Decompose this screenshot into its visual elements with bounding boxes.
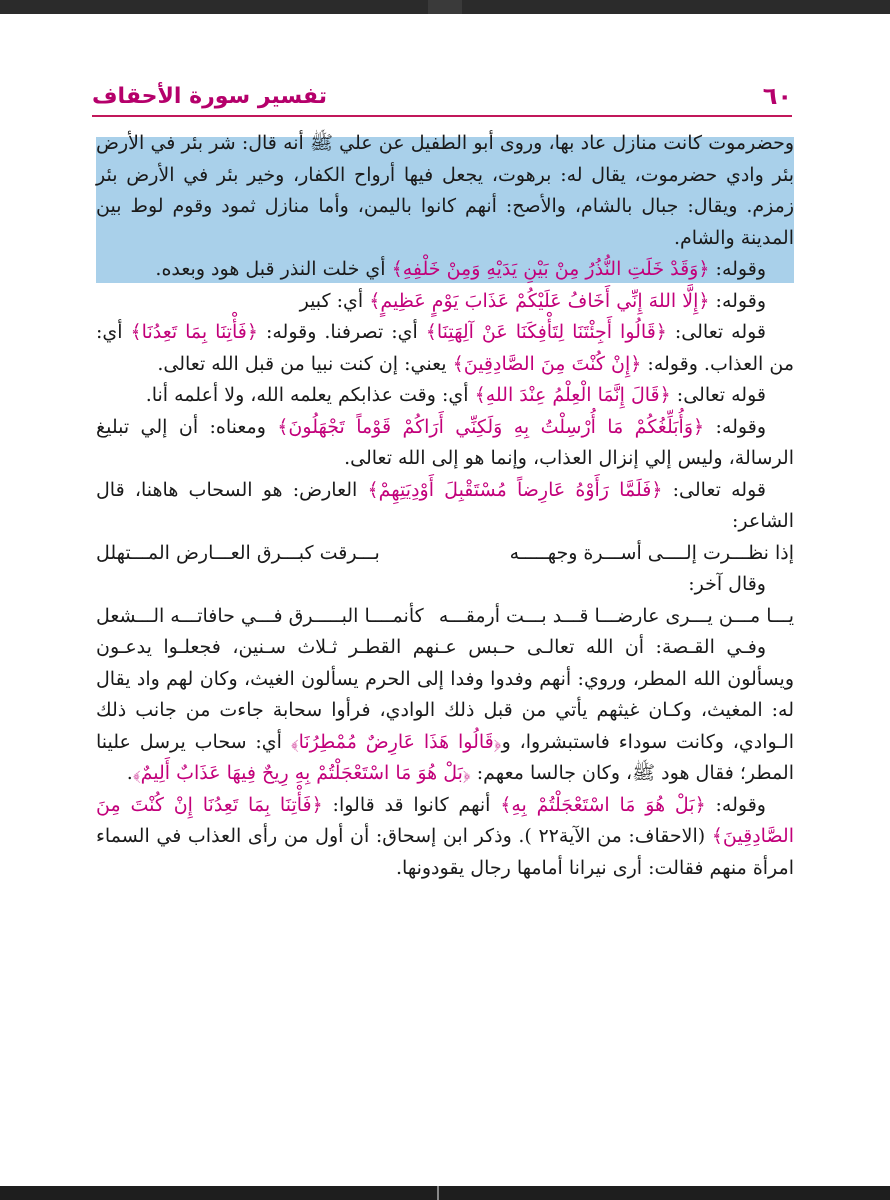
quran-quote: ﴿إِنْ كُنْتَ مِنَ الصَّادِقِينَ﴾ — [452, 352, 642, 375]
text-segment: أي: من العذاب. وقوله: — [96, 321, 794, 375]
paragraph-p8 — [96, 632, 794, 790]
poem-2-left: كأنمــــا البـــــرق فـــي حافاتـــه الـــشعل — [96, 604, 424, 627]
text-segment: أي: كبير — [299, 289, 370, 312]
quran-quote: ﴿بَلْ هُوَ مَا اسْتَعْجَلْتُمْ بِهِ﴾ — [500, 793, 706, 816]
text-segment: وقوله: — [709, 289, 766, 312]
text-segment: قوله تعالى: — [666, 321, 767, 343]
text-segment: ومعناه: أن إلي تبليغ الرسالة، وليس إلي إنزال العذاب، وإنما هو إلى الله تعالى. — [96, 415, 794, 469]
text-segment: (الاحقاف: من الآية٢٢ ). وذكر ابن إسحاق: أن أول من رأى العذاب في السماء امرأة منهم فقالت: أرى نيرانا أمامها رجال يقودونها. — [96, 825, 794, 879]
quran-quote: ﴿إِلَّا اللهَ إِنِّي أَخَافُ عَلَيْكُمْ عَذَابَ يَوْمٍ عَظِيمٍ﴾ — [369, 289, 710, 312]
paragraph-p1 — [96, 128, 794, 254]
poem-1-left: بـــرقت كبـــرق العـــارض المـــتهلل — [96, 541, 380, 564]
text-segment: أي: تصرفنا. وقوله: — [257, 321, 426, 343]
text-segment: قوله تعالى: — [670, 384, 766, 406]
paragraph-p4 — [96, 317, 794, 380]
quran-quote: ﴿قَالُوا هَذَا عَارِضٌ مُمْطِرُنَا﴾ — [290, 730, 502, 753]
quran-quote: ﴿فَأْتِنَا بِمَا تَعِدُنَا إِنْ كُنْتَ مِنَ الصَّادِقِينَ﴾ — [96, 793, 795, 847]
text-segment: وحضرموت كانت منازل عاد بها، وروى أبو الطفيل عن علي ﷺ أنه قال: شر بئر في الأرض بئر وادي حضرموت، يقال له: برهوت، يجعل فيها أرواح الكفار، وخير بئر في الأرض بئر زمزم. ويقال: جبال بالشام، والأصح: أنهم كانوا باليمن، وأما منازل ثمود وقوم لوط بين المدينة والشام. — [96, 132, 794, 249]
quran-quote: ﴿وَأُبَلِّغُكُمْ مَا أُرْسِلْتُ بِهِ وَلَكِنِّي أَرَاكُمْ قَوْماً تَجْهَلُونَ﴾ — [277, 415, 705, 438]
paragraph-p7 — [96, 475, 794, 538]
text-segment: أي: وقت عذابكم يعلمه الله، ولا أعلمه أنا. — [145, 384, 475, 406]
paragraph-p9 — [96, 790, 794, 885]
paragraphs-1 — [96, 128, 794, 538]
text-segment: . — [126, 762, 133, 784]
poem-verse-2 — [96, 601, 794, 633]
quran-quote: ﴿قَالَ إِنَّمَا الْعِلْمُ عِنْدَ اللهِ﴾ — [474, 384, 671, 406]
text-segment: أي خلت النذر قبل هود وبعده. — [155, 258, 392, 280]
paragraph-p5 — [96, 380, 794, 412]
text-segment: أي: سحاب يرسل علينا المطر؛ فقال هود ﷺ، وكان جالسا معهم: — [96, 730, 794, 784]
top-bar — [0, 0, 890, 14]
text-segment: وقوله: — [704, 415, 766, 438]
text-segment: أنهم كانوا قد قالوا: — [322, 793, 501, 816]
paragraph-p6 — [96, 412, 794, 475]
paragraph-p2 — [96, 254, 794, 286]
text-segment: قوله تعالى: — [662, 478, 766, 501]
page-title: تفسير سورة الأحقاف — [92, 84, 327, 109]
quran-quote: ﴿فَلَمَّا رَأَوْهُ عَارِضاً مُسْتَقْبِلَ أَوْدِيَتِهِمْ﴾ — [367, 478, 663, 501]
text-segment: وقوله: — [709, 258, 766, 280]
quran-quote: ﴿بَلْ هُوَ مَا اسْتَعْجَلْتُمْ بِهِ رِيحٌ فِيهَا عَذَابٌ أَلِيمٌ﴾ — [132, 762, 471, 784]
paragraphs-2 — [96, 632, 794, 884]
poem-verse-1 — [96, 538, 794, 570]
poem-1-right: إذا نظـــرت إلــــى أســـرة وجهـــــه — [509, 541, 794, 564]
text-segment: وفـي القـصة: أن الله تعالـى حـبس عـنهم القطـر ثـلاث سـنين، فجعلـوا يدعـون ويسألون الله المطر، وروي: أنهم وفدوا وفدا إلى الحرم يسألون الغيث، وكان لهم واد يقال له: المغيث، وكـان غيثهم يأتي من قبل ذلك الوادي، فرأوا سحابة جاءت من جانب ذلك الـوادي، وكانت سوداء فاستبشروا، و — [96, 636, 794, 753]
text-segment: يعني: إن كنت نبيا من قبل الله تعالى. — [157, 352, 453, 375]
page-header — [92, 82, 792, 118]
quran-quote: ﴿وَقَدْ خَلَتِ النُّذُرُ مِنْ بَيْنِ يَدَيْهِ وَمِنْ خَلْفِهِ﴾ — [391, 258, 710, 280]
text-segment: العارض: هو السحاب هاهنا، قال الشاعر: — [96, 478, 794, 532]
quran-quote: ﴿فَأْتِنَا بِمَا تَعِدُنَا﴾ — [130, 321, 258, 343]
said-other: وقال آخر: — [688, 573, 766, 595]
poem-2-right: يـــا مـــن يـــرى عارضـــا قـــد بـــت أرمقـــه — [438, 604, 794, 627]
top-notch — [428, 0, 462, 14]
paragraph-p3 — [96, 286, 794, 318]
quran-quote: ﴿قَالُوا أَجِئْتَنَا لِتَأْفِكَنَا عَنْ آلِهَتِنَا﴾ — [425, 321, 667, 343]
text-segment: وقوله: — [705, 793, 766, 816]
header-rule — [92, 115, 792, 117]
page-body — [96, 128, 794, 884]
bottom-tick — [437, 1186, 439, 1200]
bottom-bar — [0, 1186, 890, 1200]
page-number: ٦٠ — [762, 82, 792, 110]
